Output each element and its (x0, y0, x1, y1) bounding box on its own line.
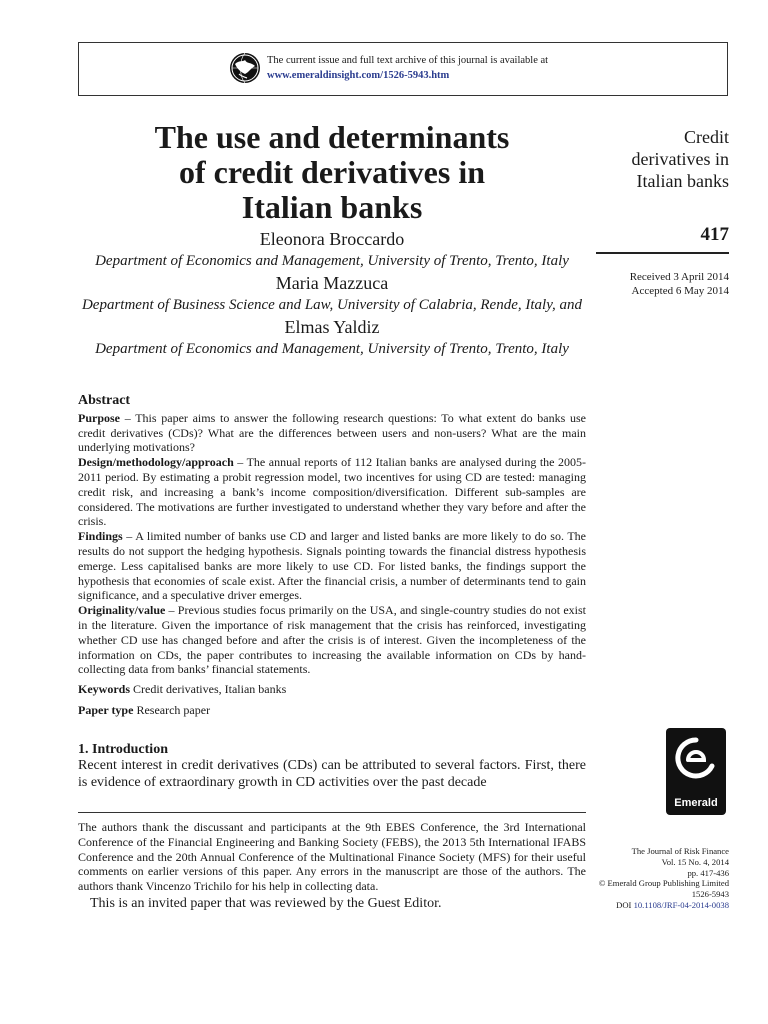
author-name-3: Elmas Yaldiz (284, 317, 380, 337)
findings-label: Findings (78, 529, 123, 544)
emerald-logo (666, 728, 726, 815)
purpose-text: – This paper aims to answer the following research questions: To what extent do banks use credit derivatives (CDs)? What are the differences between users and non-users? What are the main underlying motivations? (78, 410, 586, 455)
article-title (78, 120, 586, 225)
doi-link[interactable]: 10.1108/JRF-04-2014-0038 (633, 899, 729, 910)
findings-text: – A limited number of banks use CD and larger and listed banks are more likely to do so. The results do not support the hedging hypothesis. Signals pointing towards the financial distress hypothesis emerge. Less capitalised banks are more likely to use CD. For listed banks, the findings support the hypothesis that economies of scale exist. After the financial crisis, a number of determinants tend to gain significance, and a speculative driver emerges. (78, 529, 586, 603)
title-line-2: of credit derivatives in (178, 154, 485, 190)
article-dates (596, 270, 729, 298)
issn: 1526-5943 (691, 889, 729, 900)
introduction-section (78, 742, 586, 792)
citation-block (590, 846, 729, 911)
journal-volume: Vol. 15 No. 4, 2014 (661, 856, 729, 867)
journal-url-link[interactable]: www.emeraldinsight.com/1526-5943.htm (267, 70, 450, 81)
abstract-heading: Abstract (78, 393, 131, 408)
doi-label: DOI (616, 899, 632, 910)
accepted-date: Accepted 6 May 2014 (631, 285, 729, 297)
author-list (60, 228, 604, 360)
abstract-section (78, 394, 586, 718)
journal-name: The Journal of Risk Finance (631, 846, 729, 856)
introduction-text: Recent interest in credit derivatives (CDs) can be attributed to several factors. First, there is evidence of extraordinary growth in CD activities over the past decade (78, 758, 586, 790)
doi-line (590, 900, 729, 911)
abstract-paper-type (78, 703, 586, 718)
abstract-findings (78, 529, 586, 603)
purpose-label: Purpose (78, 410, 120, 425)
availability-text: The current issue and full text archive of this journal is available at (267, 55, 549, 66)
running-title (596, 126, 729, 192)
emerald-wordmark: Emerald (674, 797, 718, 809)
sidebar-divider (596, 252, 729, 254)
globe-icon (229, 52, 261, 84)
running-title-line-2: derivatives in (631, 149, 729, 169)
running-title-line-1: Credit (684, 127, 729, 147)
originality-text: – Previous studies focus primarily on the USA, and single-country studies do not exist in the literature. Given the importance of risk management that the crisis has reinforced, investigating whether CD use has changed before and after the crisis is of interest. Given the incompleteness of the information on CDs, the paper contributes to increasing the available information on CDs by hand-collecting data from banks’ financial statements. (78, 603, 586, 677)
copyright-line: © Emerald Group Publishing Limited (598, 878, 729, 889)
design-label: Design/methodology/approach (78, 455, 234, 470)
author-affiliation-1: Department of Economics and Management, University of Trento, Trento, Italy (95, 253, 569, 269)
abstract-keywords (78, 682, 586, 697)
journal-availability-box (78, 42, 728, 96)
introduction-heading: 1. Introduction (78, 742, 168, 757)
abstract-design (78, 455, 586, 529)
author-affiliation-3: Department of Economics and Management, University of Trento, Trento, Italy (95, 341, 569, 357)
originality-label: Originality/value (78, 603, 166, 618)
author-name-2: Maria Mazzuca (275, 273, 389, 293)
running-title-line-3: Italian banks (636, 171, 729, 191)
emerald-logo-icon (674, 736, 718, 788)
keywords-text: Credit derivatives, Italian banks (133, 682, 287, 697)
paper-type-label: Paper type (78, 702, 134, 717)
abstract-purpose (78, 411, 586, 455)
paper-type-text: Research paper (136, 702, 211, 717)
footnote-divider (78, 812, 586, 813)
invited-paper-note: This is an invited paper that was reviewed by the Guest Editor. (90, 896, 442, 911)
abstract-originality (78, 603, 586, 677)
received-date: Received 3 April 2014 (629, 271, 729, 283)
acknowledgement-footnote: The authors thank the discussant and participants at the 9th EBES Conference, the 3rd International Conference of the Financial Engineering and Banking Society (FEBS), the 2013 5th International IFABS Conference and the 20th Annual Conference of the Multinational Finance Society (MFS) for their useful comments on earlier versions of this paper. Any errors in the manuscript are those of the authors. The authors thank Vincenzo Trichilo for his help in collecting data. (78, 820, 586, 894)
design-text: – The annual reports of 112 Italian banks are analysed during the 2005-2011 period. By estimating a probit regression model, two incentives for using CD are tested: managing credit risk, and increasing a bank’s income composition/diversification. Different sub-samples are considered. The motivations are further investigated to understand whether they vary before and after the crisis. (78, 455, 586, 529)
keywords-label: Keywords (78, 682, 130, 697)
page-range: pp. 417-436 (687, 867, 729, 878)
availability-notice (267, 53, 548, 83)
author-name-1: Eleonora Broccardo (259, 229, 405, 249)
page-number: 417 (700, 224, 729, 245)
title-line-1: The use and determinants (154, 119, 510, 155)
author-affiliation-2: Department of Business Science and Law, University of Calabria, Rende, Italy, and (81, 297, 583, 313)
title-line-3: Italian banks (241, 189, 423, 225)
